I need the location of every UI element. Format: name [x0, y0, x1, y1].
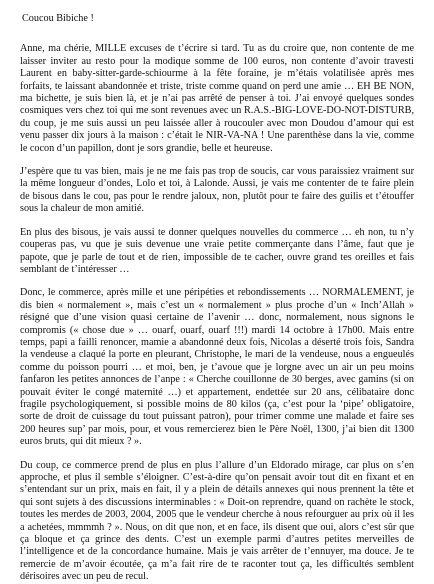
letter-paragraph-news-intro: En plus des bisous, je vais aussi te donner quelques nouvelles du commerce … eh non, tu n’y couperas pas, vu que je suis devenue une vraie petite commerçante dans l’âme, faut que je papote, que je parle de tout et de rien, impossible de te cacher, ouvre grand tes oreilles et fais semblant de t’intéresser … [20, 226, 414, 275]
letter-paragraph-wishes: J’espère que tu vas bien, mais je ne me fais pas trop de soucis, car vous paraissiez vraiment sur la même longueur d’ondes, Lolo et toi, à Lalonde. Aussi, je vais me contenter de te faire plein de bisous dans le cou, pas pour le rendre jaloux, non, plutôt pour te faire des guilis et t’étouffer sous la chaleur de mon amitié. [20, 166, 414, 215]
letter-greeting: Coucou Bibiche ! [22, 13, 94, 24]
letter-paragraph-apology: Anne, ma chérie, MILLE excuses de t’écrire si tard. Tu as du croire que, non contente de me laisser inviter au resto pour la modique somme de 100 euros, non contente d’avoir travesti Laurent en baby-sitter-garde-schiourme à la fête foraine, je m’étais volatilisée après mes forfaits, te laissant abandonnée et triste, triste comme quand on perd une amie … EH BE NON, ma bichette, je suis bien là, et je n’ai pas arrêté de penser à toi. J’ai envoyé quelques sondes cosmiques vers chez toi qui me sont revenues avec un R.A.S.-BIG-LOVE-DO-NOT-DISTURB, du coup, je me suis aussi un peu laissée aller à roucouler avec mon Doudou d’amour qui est venu passer dix jours à la maison : c’était le NIR-VA-NA ! Une parenthèse dans la vie, comme le cocon d’un papillon, dont je sors grandie, belle et heureuse. [20, 43, 414, 154]
letter-paragraph-commerce: Donc, le commerce, après mille et une péripéties et rebondissements … NORMALEMENT, je dis bien « normalement », mais c’est un « normalement » plus proche d’un « Inch’Allah » résigné que d’une vision quasi certaine de l’avenir … donc, normalement, nous signons le compromis (« chose due » … ouarf, ouarf, ouarf !!!) mardi 14 octobre à 17h00. Mais entre temps, papi a failli renoncer, mamie a abandonné deux fois, Nicolas a déserté trois fois, Sandra la vendeuse a claqué la porte en pleurant, Christophe, le mari de la vendeuse, nous a engueulés comme du poisson pourri … et moi, ben, je t’avoue que je lorgne avec un air un peu moins fanfaron les petites annonces de l’anpe : « Cherche couillonne de 30 berges, avec gamins (si on pouvait éviter le congé maternité …) et appartement, endettée sur 20 ans, célibataire donc fragile psychologiquement, si possible moins de 80 kilos (ça, c’est pour la ‘pipe’ obligatoire, sorte de droit de cuissage du tout puissant patron), pour trimer comme une malade et faire ses 200 heures sup’ par mois, pour, et vous remercierez bien le Père Noël, 1300, j’ai bien dit 1300 euros bruts, qui dit mieux ? ». [20, 287, 414, 448]
letter-paragraph-eldorado: Du coup, ce commerce prend de plus en plus l’allure d’un Eldorado mirage, car plus on s’en approche, et plus il semble s’éloigner. C’est-à-dire qu’on pensait avoir tout dit en fixant et en s’entendant sur un prix, mais en fait, il y a plein de détails annexes qui nous prennent la tête et qui sont sujets à des discussions interminables : « Doit-on reprendre, quand on rachète le stock, toutes les merdes de 2003, 2004, 2005 que le vendeur cherche à nous refourguer au prix où il les a achetées, mmmmh ? ». Nous, on dit que non, et en face, ils disent que oui, alors c’est sûr que ça bloque et ça grince des dents. C’est un exemple parmi d’autres petites merveilles de l’intelligence et de la concordance humaine. Mais je vais arrêter de t’ennuyer, ma douce. Je te remercie de m’avoir écoutée, ça m’a fait rire de te raconter tout ça, les difficultés semblent dérisoires avec un peu de recul. [20, 459, 414, 583]
